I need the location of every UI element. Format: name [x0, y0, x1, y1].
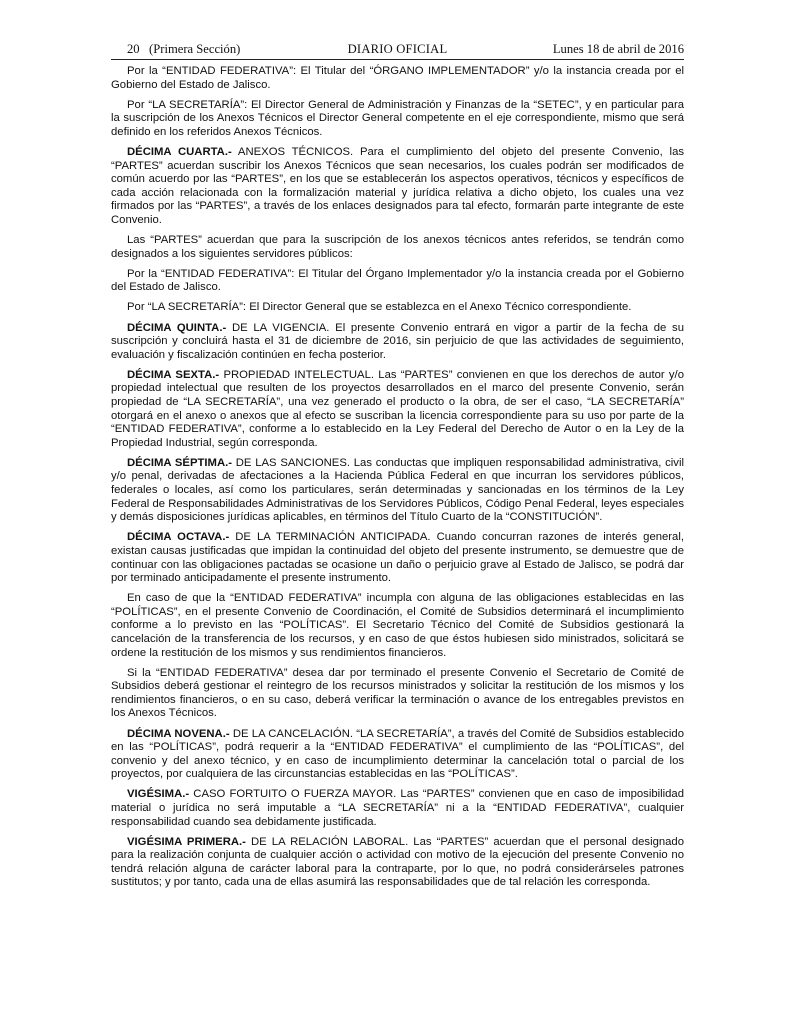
paragraph: [111, 301, 684, 315]
paragraph: [111, 667, 684, 721]
document-body: [111, 65, 684, 890]
paragraph-text: CASO FORTUITO O FUERZA MAYOR. Las “PARTES” convienen que en caso de imposibilidad material o jurídica no será imputable a “LA SECRETARÍA” ni a la “ENTIDAD FEDERATIVA”, cualquier responsabilidad cuando sea debidamente justificada.: [111, 788, 684, 828]
paragraph-text: DE LA VIGENCIA. El presente Convenio entrará en vigor a partir de la fecha de su suscripción y concluirá hasta el 31 de diciembre de 2016, sin perjuicio de que las actividades de seguimiento, evaluación y fiscalización continúen en fecha posterior.: [111, 321, 684, 361]
paragraph-text: Por la “ENTIDAD FEDERATIVA”: El Titular del Órgano Implementador y/o la instancia creada por el Gobierno del Estado de Jalisco.: [111, 267, 684, 294]
paragraph: [111, 65, 684, 92]
paragraph-text: En caso de que la “ENTIDAD FEDERATIVA” incumpla con alguna de las obligaciones establecidas en las “POLÍTICAS”, en el presente Convenio de Coordinación, el Comité de Subsidios determinará el incumplimiento conforme a lo previsto en las “POLÍTICAS”. El Secretario Técnico del Comité de Subsidios gestionará la cancelación de la transferencia de los recursos, y en caso de que éstos hubiesen sido ministrados, solicitará se ordene la restitución de los mismos y sus rendimientos financieros.: [111, 592, 684, 659]
paragraph: [111, 836, 684, 890]
document-page: [111, 40, 684, 897]
header-rule: [111, 59, 684, 60]
clause-heading: DÉCIMA OCTAVA.-: [127, 531, 230, 544]
clause-heading: DÉCIMA SEXTA.-: [127, 368, 220, 381]
clause-heading: DÉCIMA NOVENA.-: [127, 727, 230, 740]
paragraph-text: DE LAS SANCIONES. Las conductas que impliquen responsabilidad administrativa, civil y/o penal, derivadas de afectaciones a la Hacienda Pública Federal en que incurran los servidores públicos, federales o locales, así como los particulares, serán determinadas y sancionadas en los términos de la Ley Federal de Responsabilidades Administrativas de los Servidores Públicos, Código Penal Federal, leyes especiales y demás disposiciones jurídicas aplicables, en términos del Título Cuarto de la “CONSTITUCIÓN”.: [111, 456, 684, 524]
paragraph-text: Por “LA SECRETARÍA”: El Director General de Administración y Finanzas de la “SETEC”, y en particular para la suscripción de los Anexos Técnicos el Director General competente en el eje correspondiente, mismo que será definido en los referidos Anexos Técnicos.: [111, 98, 684, 138]
publication-title: DIARIO OFICIAL: [347, 42, 448, 56]
paragraph-text: DE LA TERMINACIÓN ANTICIPADA. Cuando concurran razones de interés general, existan causas justificadas que impidan la continuidad del objeto del presente instrumento, se demuestre que de continuar con las obligaciones pactadas se ocasione un daño o perjuicio grave al Estado de Jalisco, se podrá dar por terminado anticipadamente el presente instrumento.: [111, 531, 684, 585]
paragraph: [111, 322, 684, 363]
paragraph-text: Las “PARTES” acuerdan que para la suscripción de los anexos técnicos antes referidos, se tendrán como designados a los siguientes servidores públicos:: [111, 234, 684, 260]
paragraph: [111, 531, 684, 585]
paragraph-text: PROPIEDAD INTELECTUAL. Las “PARTES” convienen en que los derechos de autor y/o propiedad intelectual que resulten de los proyectos desarrollados en el marco del presente Convenio, serán propiedad de “LA SECRETARÍA”, una vez generado el producto o la obra, de ser el caso, “LA SECRETARÍA” otorgará en el anexo o anexos que al efecto se suscriban la licencia correspondiente para su uso por parte de la “ENTIDAD FEDERATIVA”, conforme a lo establecido en la Ley Federal del Derecho de Autor o en la Ley de la Propiedad Industrial, según corresponda.: [111, 368, 684, 449]
section-label: (Primera Sección): [149, 42, 241, 56]
paragraph-text: DE LA CANCELACIÓN. “LA SECRETARÍA”, a través del Comité de Subsidios establecido en las “POLÍTICAS”, podrá requerir a la “ENTIDAD FEDERATIVA” el cumplimiento de las “POLÍTICAS”, del convenio y del anexo técnico, y en caso de incumplimiento determinar la cancelación total o parcial de los proyectos, por cualquiera de las circunstancias establecidas en las “POLÍTICAS”.: [111, 727, 684, 781]
paragraph: [111, 146, 684, 228]
clause-heading: DÉCIMA QUINTA.-: [127, 321, 227, 334]
paragraph-text: Por la “ENTIDAD FEDERATIVA”: El Titular del “ÓRGANO IMPLEMENTADOR” y/o la instancia creada por el Gobierno del Estado de Jalisco.: [111, 65, 684, 91]
paragraph-text: Si la “ENTIDAD FEDERATIVA” desea dar por terminado el presente Convenio el Secretario de Comité de Subsidios deberá gestionar el reintegro de los recursos ministrados y solicitar la restitución de los mismos y los rendimientos financieros, o en su caso, deberá verificar la terminación o avance de los entregables previstos en los Anexos Técnicos.: [111, 666, 684, 720]
paragraph: [111, 99, 684, 140]
page-number: 20: [127, 42, 140, 56]
clause-heading: VIGÉSIMA.-: [127, 788, 190, 801]
paragraph: [111, 457, 684, 525]
paragraph: [111, 268, 684, 295]
page-header: [111, 40, 684, 58]
clause-heading: DÉCIMA SÉPTIMA.-: [127, 456, 233, 469]
paragraph: [111, 369, 684, 451]
paragraph: [111, 728, 684, 782]
publication-date: Lunes 18 de abril de 2016: [552, 42, 684, 56]
paragraph: [111, 788, 684, 829]
clause-heading: DÉCIMA CUARTA.-: [127, 145, 232, 158]
paragraph: [111, 234, 684, 261]
paragraph-text: DE LA RELACIÓN LABORAL. Las “PARTES” acuerdan que el personal designado para la realización conjunta de cualquier acción o actividad con motivo de la ejecución del presente Convenio no tendrá relación alguna de carácter laboral para la contraparte, por lo que, no podrá considerárseles patrones sustitutos; y por tanto, cada una de ellas asumirá las responsabilidades que de tal relación les corresponda.: [111, 835, 684, 889]
paragraph-text: Por “LA SECRETARÍA”: El Director General que se establezca en el Anexo Técnico correspondiente.: [127, 301, 632, 314]
paragraph-text: ANEXOS TÉCNICOS. Para el cumplimiento del objeto del presente Convenio, las “PARTES” acuerdan suscribir los Anexos Técnicos que sean necesarios, los cuales podrán ser modificados de común acuerdo por las “PARTES”, en los que se establecerán los aspectos operativos, técnicos y específicos de cada acción relacionada con la formalización material y jurídica relativa a dicho objeto, los cuales una vez firmados por las “PARTES”, a través de los enlaces designados para tal efecto, formarán parte integrante de este Convenio.: [111, 145, 684, 226]
clause-heading: VIGÉSIMA PRIMERA.-: [127, 835, 246, 848]
paragraph: [111, 592, 684, 660]
